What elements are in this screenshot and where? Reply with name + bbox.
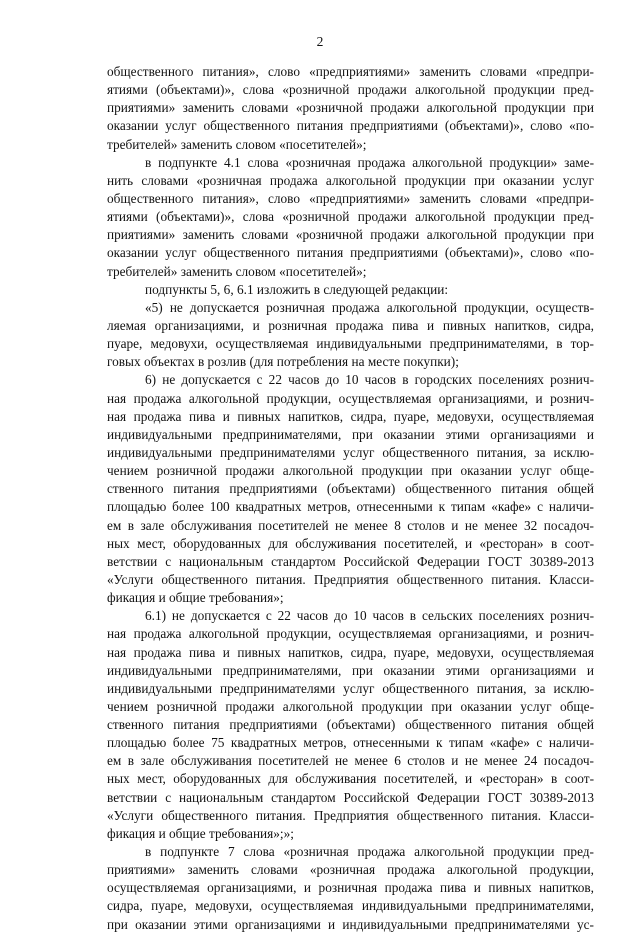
text-line: в подпункте 7 слова «розничная продажа алкогольной продукции пред- [145,844,594,860]
text-line: ляемая организациями, и розничная продажа пива и пивных напитков, сидра, [107,317,594,333]
page-number: 2 [316,34,324,49]
text-line: 6.1) не допускается с 22 часов до 10 часов в сельских поселениях рознич- [145,608,594,624]
text-line: в подпункте 4.1 слова «розничная продажа алкогольной продукции» заме- [145,154,594,170]
text-line: ем в зале обслуживания посетителей не менее 8 столов и не менее 32 посадоч- [107,517,594,533]
text-line: индивидуальными предпринимателями, при оказании этими организациями и [107,662,594,678]
text-line: нить словами «розничная продажа алкогольной продукции при оказании услуг [107,172,594,188]
text-line: сидра, пуаре, медовухи, осуществляемая индивидуальными предпринимателями, [107,898,594,914]
text-line: приятиями» заменить словами «розничная продажа алкогольной продукции, [107,862,594,878]
text-line: «5) не допускается розничная продажа алкогольной продукции, осуществ- [145,299,594,315]
text-line: осуществляемая организациями, и розничная продажа пива и пивных напитков, [107,880,594,896]
text-line: ная продажа пива и пивных напитков, сидра, пуаре, медовухи, осуществляемая [107,644,594,660]
text-line: ная продажа алкогольной продукции, осуществляемая организациями, и рознич- [107,626,594,642]
text-line: ятиями (объектами)», слова «розничной продажи алкогольной продукции пред- [107,209,594,225]
text-line: индивидуальными предпринимателями услуг общественного питания, за исклю- [107,444,594,460]
text-line: подпункты 5, 6, 6.1 изложить в следующей редакции: [145,281,449,297]
text-line: оказании услуг общественного питания предприятиями (объектами)», слово «по- [107,245,594,261]
text-line: ственного питания предприятиями (объектами) общественного питания общей [107,481,594,497]
text-line: общественного питания», слово «предприятиями» заменить словами «предпри- [107,190,594,206]
text-line: ятиями (объектами)», слова «розничной продажи алкогольной продукции пред- [107,82,594,98]
text-line: общественного питания», слово «предприятиями» заменить словами «предпри- [107,64,594,79]
text-line: площадью более 75 квадратных метров, отнесенными к типам «кафе» с наличи- [107,735,594,751]
text-line: 6) не допускается с 22 часов до 10 часов в городских поселениях рознич- [145,372,594,388]
text-line: требителей» заменить словом «посетителей»; [107,263,367,279]
text-line: фикация и общие требования»;»; [107,825,294,841]
text-line: ветствии с национальным стандартом Российской Федерации ГОСТ 30389-2013 [107,553,594,569]
text-line: чением розничной продажи алкогольной продукции при оказании услуг обще- [107,698,594,714]
text-line: чением розничной продажи алкогольной продукции при оказании услуг обще- [107,463,594,479]
text-line: ных мест, оборудованных для обслуживания посетителей, и «ресторан» в соот- [107,771,594,787]
text-line: ственного питания предприятиями (объектами) общественного питания общей [107,717,594,733]
text-line: «Услуги общественного питания. Предприятия общественного питания. Класси- [107,807,594,823]
text-line: приятиями» заменить словами «розничной продажи алкогольной продукции при [107,227,594,243]
text-line: ветствии с национальным стандартом Российской Федерации ГОСТ 30389-2013 [107,789,594,805]
text-line: пуаре, медовухи, осуществляемая индивидуальными предпринимателями, в тор- [107,336,594,352]
text-line: приятиями» заменить словами «розничной продажи алкогольной продукции при [107,100,594,116]
text-line: при оказании этими организациями и индивидуальными предпринимателями ус- [107,916,594,932]
text-line: ем в зале обслуживания посетителей не менее 6 столов и не менее 24 посадоч- [107,753,594,769]
text-line: индивидуальными предпринимателями услуг общественного питания, за исклю- [107,680,594,696]
document-body [107,63,594,934]
text-line: индивидуальными предпринимателями, при оказании этими организациями и [107,426,594,442]
text-line: ная продажа алкогольной продукции, осуществляемая организациями, и рознич- [107,390,594,406]
text-line: площадью более 100 квадратных метров, отнесенными к типам «кафе» с наличи- [107,499,594,515]
text-line: говых объектах в розлив (для потребления на месте покупки); [107,354,459,370]
text-line: оказании услуг общественного питания предприятиями (объектами)», слово «по- [107,118,594,134]
text-line: требителей» заменить словом «посетителей»; [107,136,367,152]
text-line: «Услуги общественного питания. Предприятия общественного питания. Класси- [107,571,594,587]
text-line: ных мест, оборудованных для обслуживания посетителей, и «ресторан» в соот- [107,535,594,551]
text-line: фикация и общие требования»; [107,590,284,606]
text-line: ная продажа пива и пивных напитков, сидра, пуаре, медовухи, осуществляемая [107,408,594,424]
